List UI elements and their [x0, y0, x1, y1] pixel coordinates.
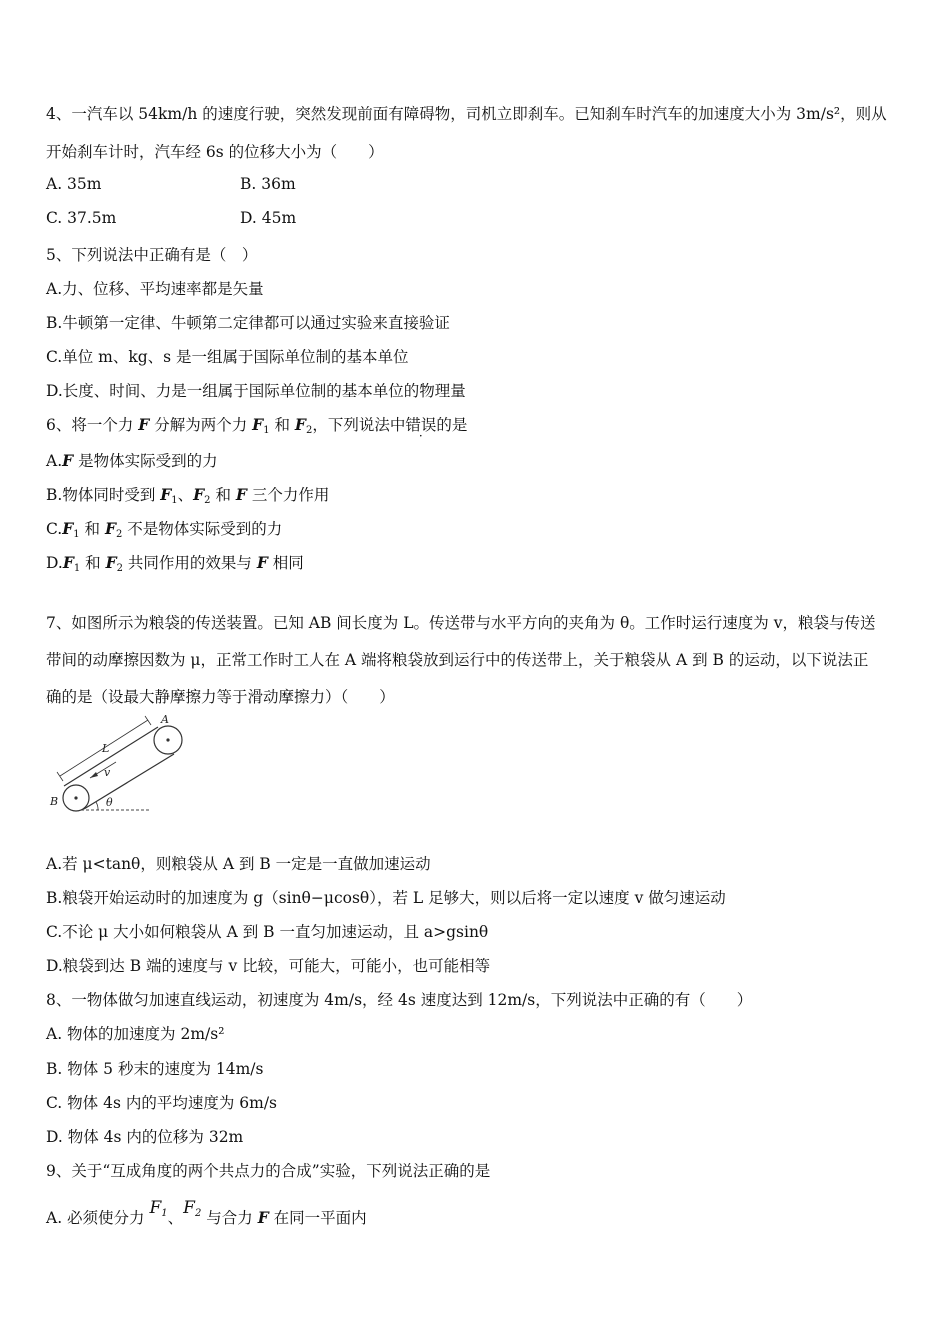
q6-option-d: $D.F_1$ 和 $F_2$ 共同作用的效果与 F 相同 [46, 553, 304, 574]
belt-lower [84, 754, 174, 809]
q8-option-c: C. 物体 4s 内的平均速度为 6m/s [46, 1094, 277, 1112]
q7-stem-line2: 带间的动摩擦因数为 μ，正常工作时工人在 A 端将粮袋放到运行中的传送带上，关于粮袋从 A 到 B 的运动，以下说法正 [46, 651, 869, 669]
q5-option-d: D.长度、时间、力是一组属于国际单位制的基本单位的物理量 [46, 382, 466, 400]
q7-stem-line1: 7、如图所示为粮袋的传送装置。已知 AB 间长度为 L。传送带与水平方向的夹角为 θ。工作时运行速度为 v，粮袋与传送 [46, 614, 876, 632]
label-l: L [102, 742, 110, 755]
q5-option-c: C.单位 m、kg、s 是一组属于国际单位制的基本单位 [46, 348, 409, 366]
q4-stem-line2: 开始刹车计时，汽车经 6s 的位移大小为（ ） [46, 143, 384, 161]
label-b: B [50, 795, 59, 808]
q5-option-a: A.力、位移、平均速率都是矢量 [46, 280, 264, 298]
q4-stem-line1: 4、一汽车以 54km/h 的速度行驶，突然发现前面有障碍物，司机立即刹车。已知刹车时汽车的加速度大小为 3m/s²，则从 [46, 105, 887, 123]
q5-stem: 5、下列说法中正确有是（ ） [46, 246, 258, 264]
q6-stem: 6、将一个力 F 分解为两个力 $F_1$ 和 $F_2$，下列说法中错误的是 [46, 415, 468, 436]
belt-upper [64, 727, 158, 786]
q4-option-d: D. 45m [240, 209, 297, 227]
q8-option-d: D. 物体 4s 内的位移为 32m [46, 1128, 244, 1146]
emphasis-wrong: 错误 [405, 416, 437, 434]
q9-f2: $F_2$ [183, 1198, 202, 1219]
label-theta: θ [106, 796, 113, 809]
q7-option-c: C.不论 μ 大小如何粮袋从 A 到 B 一直匀加速运动，且 a>gsinθ [46, 923, 489, 941]
label-v: v [104, 766, 111, 779]
q7-stem-line3: 确的是（设最大静摩擦力等于滑动摩擦力）（ ） [46, 688, 395, 706]
angle-arc [96, 802, 98, 810]
label-a: A [161, 713, 169, 726]
conveyor-figure [46, 708, 196, 818]
q8-option-b: B. 物体 5 秒末的速度为 14m/s [46, 1060, 264, 1078]
q7-option-b: B.粮袋开始运动时的加速度为 g（sinθ−μcosθ），若 L 足够大，则以后将一定以速度 v 做匀速运动 [46, 889, 726, 907]
q7-option-a: A.若 μ<tanθ，则粮袋从 A 到 B 一定是一直做加速运动 [46, 855, 431, 873]
q6-option-b: B.物体同时受到 $F_1$、$F_2$ 和 F 三个力作用 [46, 485, 330, 506]
q8-stem: 8、一物体做匀加速直线运动，初速度为 4m/s，经 4s 速度达到 12m/s，下列说法中正确的有（ ） [46, 991, 753, 1009]
q6-option-c: $C.F_1$ 和 $F_2$ 不是物体实际受到的力 [46, 519, 283, 540]
q7-option-d: D.粮袋到达 B 端的速度与 v 比较，可能大，可能小，也可能相等 [46, 957, 491, 975]
q4-option-a: A. 35m [46, 175, 102, 193]
q9-f1: $F_1$ [149, 1198, 168, 1219]
q6-option-a: A.F 是物体实际受到的力 [46, 451, 218, 470]
q4-option-b: B. 36m [240, 175, 296, 193]
q9-stem: 9、关于“互成角度的两个共点力的合成”实验，下列说法正确的是 [46, 1162, 491, 1180]
q5-option-b: B.牛顿第一定律、牛顿第二定律都可以通过实验来直接验证 [46, 314, 450, 332]
q4-option-c: C. 37.5m [46, 209, 117, 227]
q8-option-a: A. 物体的加速度为 2m/s² [46, 1025, 225, 1043]
q9-option-a: A. 必须使分力 $F_1$、$F_2$ 与合力 F 在同一平面内 [46, 1198, 367, 1227]
